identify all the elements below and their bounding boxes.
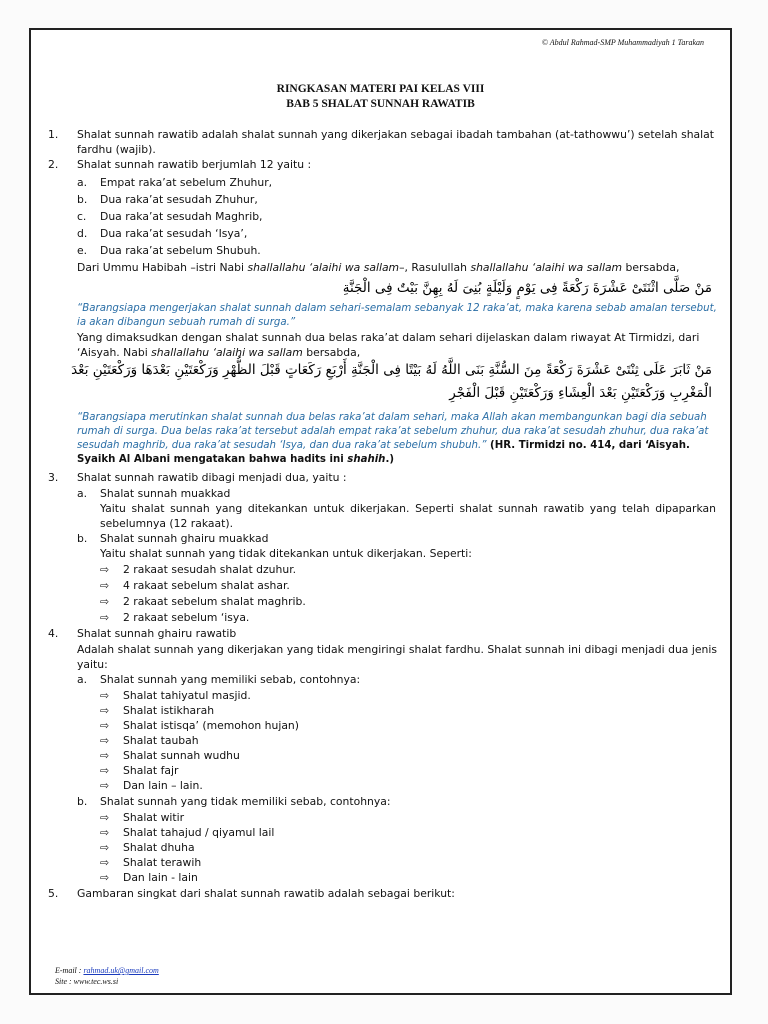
arrow-bullet-icon: ⇨ bbox=[100, 704, 110, 717]
list-item: Dan lain - lain bbox=[123, 871, 198, 884]
section-3-number: 3. bbox=[48, 471, 59, 484]
section-2-number: 2. bbox=[48, 158, 59, 171]
section-1-number: 1. bbox=[48, 128, 59, 141]
list-item: Dan lain – lain. bbox=[123, 779, 203, 792]
list-item: 2 rakaat sebelum ‘isya. bbox=[123, 611, 250, 624]
arrow-bullet-icon: ⇨ bbox=[100, 764, 110, 777]
arrow-bullet-icon: ⇨ bbox=[100, 595, 110, 608]
arrow-bullet-icon: ⇨ bbox=[100, 719, 110, 732]
section-5-number: 5. bbox=[48, 887, 59, 900]
email-link[interactable]: rahmad.uk@gmail.com bbox=[83, 966, 159, 975]
muakkad-title: Shalat sunnah muakkad bbox=[100, 487, 231, 500]
list-item: Shalat tahiyatul masjid. bbox=[123, 689, 251, 702]
hadith-1-intro: Dari Ummu Habibah –istri Nabi shallallahu ‘alaihi wa sallam–, Rasulullah shallallahu ‘alaihi wa sallam bersabda, bbox=[77, 261, 680, 274]
section-4-description: Adalah shalat sunnah yang dikerjakan yang tidak mengiringi shalat fardhu. Shalat sunnah ini dibagi menjadi dua jenis yaitu: bbox=[77, 643, 717, 671]
footer-email-row: E-mail : rahmad.uk@gmail.com bbox=[55, 966, 159, 975]
arrow-bullet-icon: ⇨ bbox=[100, 871, 110, 884]
muakkad-description: Yaitu shalat sunnah yang ditekankan untuk dikerjakan. Seperti shalat sunnah rawatib yang telah dipaparkan sebelumnya (12 rakaat). bbox=[100, 502, 716, 530]
list-item: Shalat dhuha bbox=[123, 841, 195, 854]
list-marker: b. bbox=[77, 795, 88, 808]
list-item: Shalat tahajud / qiyamul lail bbox=[123, 826, 275, 839]
section-2-text: Shalat sunnah rawatib berjumlah 12 yaitu : bbox=[77, 158, 312, 171]
arrow-bullet-icon: ⇨ bbox=[100, 779, 110, 792]
list-item: Shalat fajr bbox=[123, 764, 179, 777]
arrow-bullet-icon: ⇨ bbox=[100, 811, 110, 824]
list-marker: b. bbox=[77, 532, 88, 545]
arrow-bullet-icon: ⇨ bbox=[100, 749, 110, 762]
section-1-text: Shalat sunnah rawatib adalah shalat sunnah yang dikerjakan sebagai ibadah tambahan (at-tathowwu’) setelah shalat fardhu (wajib). bbox=[77, 128, 715, 156]
hadith-2-intro: Yang dimaksudkan dengan shalat sunnah dua belas raka’at dalam sehari dijelaskan dalam riwayat At Tirmidzi, dari ‘Aisyah. Nabi shallallahu ‘alaihi wa sallam bersabda, bbox=[77, 331, 700, 359]
list-item: Dua raka’at sesudah Zhuhur, bbox=[100, 193, 258, 206]
list-item: Shalat sunnah wudhu bbox=[123, 749, 240, 762]
page-frame bbox=[29, 28, 732, 995]
without-reason-title: Shalat sunnah yang tidak memiliki sebab, contohnya: bbox=[100, 795, 391, 808]
footer-site-row: Site : www.tec.ws.si bbox=[55, 977, 119, 986]
arrow-bullet-icon: ⇨ bbox=[100, 563, 110, 576]
list-item: Shalat istikharah bbox=[123, 704, 215, 717]
hadith-2-translation: “Barangsiapa merutinkan shalat sunnah dua belas raka’at dalam sehari, maka Allah akan membangunkan bagi dia sebuah rumah di surga. Dua belas raka’at tersebut adalah empat raka’at sebelum zhuhur, dua raka’at sesudah zhuhur, dua raka’at sesudah maghrib, dua raka’at sesudah ‘Isya, dan dua raka’at sebelum shubuh.” (HR. Tirmidzi no. 414, dari ‘Aisyah. Syaikh Al Albani mengatakan bahwa hadits ini shahih.) bbox=[77, 412, 709, 465]
list-item: Dua raka’at sesudah ‘Isya’, bbox=[100, 227, 248, 240]
list-item: Shalat istisqa’ (memohon hujan) bbox=[123, 719, 299, 732]
section-4-number: 4. bbox=[48, 627, 59, 640]
list-marker: a. bbox=[77, 176, 88, 189]
list-item: Shalat witir bbox=[123, 811, 185, 824]
page-title: RINGKASAN MATERI PAI KELAS VIII bbox=[276, 83, 485, 95]
arrow-bullet-icon: ⇨ bbox=[100, 734, 110, 747]
section-4-text: Shalat sunnah ghairu rawatib bbox=[77, 627, 237, 640]
hadith-1-translation: “Barangsiapa mengerjakan shalat sunnah dalam sehari-semalam sebanyak 12 raka’at, maka karena sebab amalan tersebut, ia akan dibangun sebuah rumah di surga.” bbox=[77, 303, 717, 328]
hadith-1-arabic: مَنْ صَلَّى اثْنَتَىْ عَشْرَةَ رَكْعَةً فِى يَوْمٍ وَلَيْلَةٍ بُنِىَ لَهُ بِهِنَّ بَيْتٌ فِى الْجَنَّةِ bbox=[342, 280, 712, 296]
list-item: Shalat terawih bbox=[123, 856, 202, 869]
list-item: Empat raka’at sebelum Zhuhur, bbox=[100, 176, 273, 189]
hadith-2-arabic-line-2: الْمَغْرِبِ وَرَكْعَتَيْنِ بَعْدَ الْعِشَاءِ وَرَكْعَتَيْنِ قَبْلَ الْفَجْرِ bbox=[449, 385, 712, 401]
section-3-text: Shalat sunnah rawatib dibagi menjadi dua, yaitu : bbox=[77, 471, 347, 484]
list-item: Dua raka’at sebelum Shubuh. bbox=[100, 244, 261, 257]
section-5-text: Gambaran singkat dari shalat sunnah rawatib adalah sebagai berikut: bbox=[77, 887, 455, 900]
list-item: 2 rakaat sebelum shalat maghrib. bbox=[123, 595, 306, 608]
site-link[interactable]: www.tec.ws.si bbox=[73, 977, 119, 986]
ghairu-muakkad-title: Shalat sunnah ghairu muakkad bbox=[100, 532, 269, 545]
list-marker: e. bbox=[77, 244, 88, 257]
page-subtitle: BAB 5 SHALAT SUNNAH RAWATIB bbox=[286, 98, 475, 110]
list-item: 4 rakaat sebelum shalat ashar. bbox=[123, 579, 290, 592]
list-item: 2 rakaat sesudah shalat dzuhur. bbox=[123, 563, 297, 576]
list-marker: c. bbox=[77, 210, 87, 223]
arrow-bullet-icon: ⇨ bbox=[100, 689, 110, 702]
arrow-bullet-icon: ⇨ bbox=[100, 826, 110, 839]
footer-contact bbox=[55, 965, 159, 987]
with-reason-title: Shalat sunnah yang memiliki sebab, contohnya: bbox=[100, 673, 361, 686]
arrow-bullet-icon: ⇨ bbox=[100, 611, 110, 624]
author-credit: © Abdul Rahmad-SMP Muhammadiyah 1 Tarakan bbox=[541, 38, 704, 47]
ghairu-muakkad-description: Yaitu shalat sunnah yang tidak ditekankan untuk dikerjakan. Seperti: bbox=[100, 547, 472, 560]
arrow-bullet-icon: ⇨ bbox=[100, 579, 110, 592]
list-item: Shalat taubah bbox=[123, 734, 199, 747]
arrow-bullet-icon: ⇨ bbox=[100, 841, 110, 854]
hadith-2-arabic-line-1: مَنْ ثَابَرَ عَلَى ثِنْتَىْ عَشْرَةَ رَكْعَةً مِنَ السُّنَّةِ بَنَى اللَّهُ لَهُ بَيْتًا فِى الْجَنَّةِ أَرْبَعِ رَكَعَاتٍ قَبْلَ الظُّهْرِ وَرَكْعَتَيْنِ بَعْدَهَا وَرَكْعَتَيْنِ بَعْدَ bbox=[71, 362, 712, 378]
list-marker: a. bbox=[77, 487, 88, 500]
arrow-bullet-icon: ⇨ bbox=[100, 856, 110, 869]
list-marker: a. bbox=[77, 673, 88, 686]
list-item: Dua raka’at sesudah Maghrib, bbox=[100, 210, 263, 223]
list-marker: d. bbox=[77, 227, 88, 240]
list-marker: b. bbox=[77, 193, 88, 206]
